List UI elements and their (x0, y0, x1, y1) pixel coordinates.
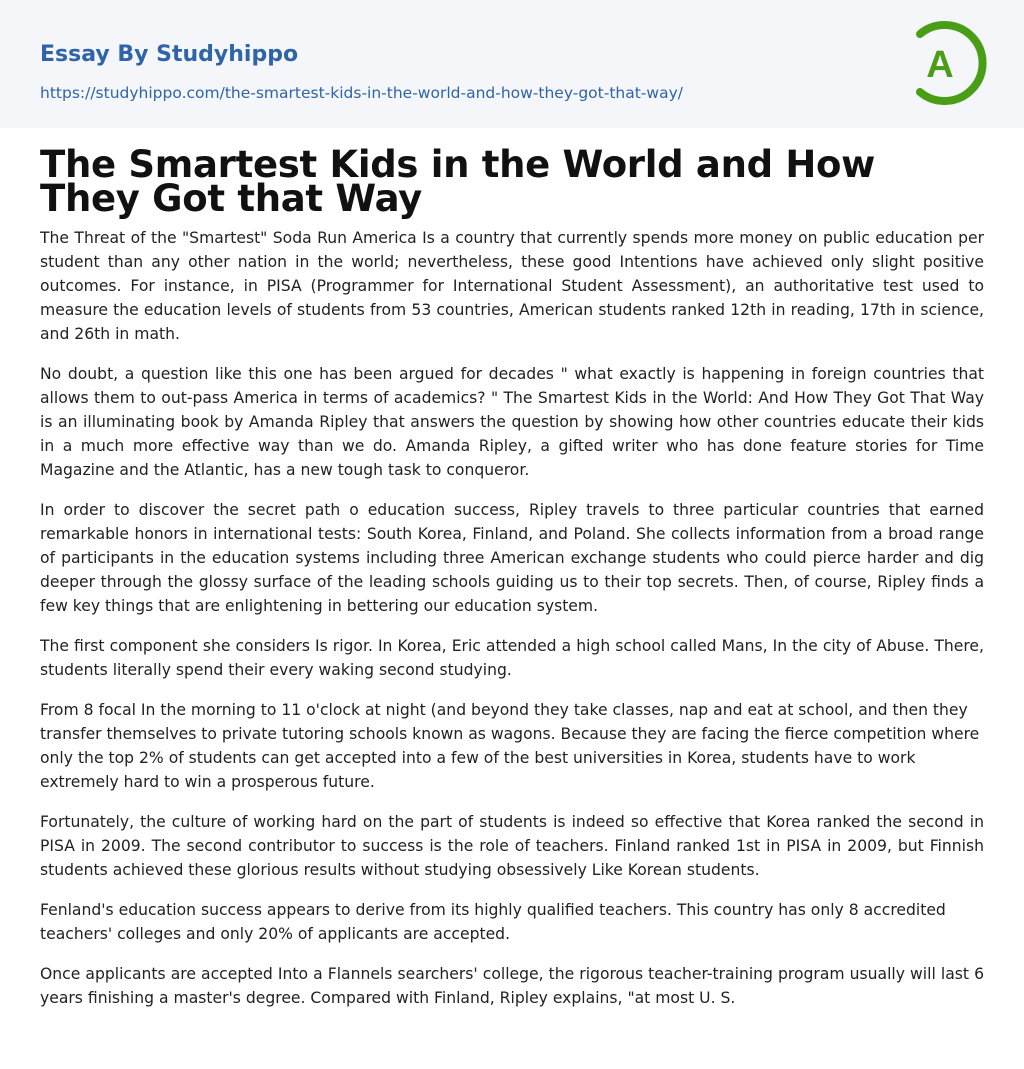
article-paragraph: Fortunately, the culture of working hard on the part of students is indeed so effective that Korea ranked the second in PISA in 2009. The second contributor to success is the role of teachers. Finland ranked 1st in PISA in 2009, but Finnish students achieved these glorious results without studying obsessively Like Korean students. (40, 813, 984, 879)
article-paragraph: In order to discover the secret path o education success, Ripley travels to three particular countries that earned remarkable honors in international tests: South Korea, Finland, and Poland. She collects information from a broad range of participants in the education systems including three American exchange students who could pierce harder and dig deeper through the glossy surface of the leading schools guiding us to their top secrets. Then, of course, Ripley finds a few key things that are enlightening in bettering our education system. (40, 501, 984, 615)
article-paragraph: The Threat of the "Smartest" Soda Run America Is a country that currently spends more money on public education per student than any other nation in the world; nevertheless, these good Intentions have achieved only slight positive outcomes. For instance, in PISA (Programmer for International Student Assessment), an authoritative test used to measure the education levels of students from 53 countries, American students ranked 12th in reading, 17th in science, and 26th in math. (40, 229, 984, 343)
site-header (0, 0, 1024, 128)
article-title: The Smartest Kids in the World and How They Got that Way (40, 143, 876, 220)
article-paragraph: No doubt, a question like this one has been argued for decades " what exactly is happening in foreign countries that allows them to out-pass America in terms of academics? " The Smartest Kids in the World: And How They Got That Way is an illuminating book by Amanda Ripley that answers the question by showing how other countries educate their kids in a much more effective way than we do. Amanda Ripley, a gifted writer who has done feature stories for Time Magazine and the Atlantic, has a new tough task to conqueror. (40, 365, 984, 479)
essay-url-link[interactable]: https://studyhippo.com/the-smartest-kids-in-the-world-and-how-they-got-that-way/ (40, 84, 683, 102)
studyhippo-logo-icon[interactable] (906, 18, 988, 108)
article-paragraph: The first component she considers Is rigor. In Korea, Eric attended a high school called Mans, In the city of Abuse. There, students literally spend their every waking second studying. (40, 637, 984, 679)
article (0, 128, 1024, 1010)
svg-text:A: A (926, 44, 954, 86)
article-paragraph: From 8 focal In the morning to 11 o'clock at night (and beyond they take classes, nap and eat at school, and then they transfer themselves to private tutoring schools known as wagons. Because they are facing the fierce competition where only the top 2% of students can get accepted into a few of the best universities in Korea, students have to work extremely hard to win a prosperous future. (40, 701, 980, 791)
brand-title: Essay By Studyhippo (40, 42, 299, 67)
article-paragraph: Fenland's education success appears to derive from its highly qualified teachers. This country has only 8 accredited teachers' colleges and only 20% of applicants are accepted. (40, 901, 946, 943)
article-paragraph: Once applicants are accepted Into a Flannels searchers' college, the rigorous teacher-training program usually will last 6 years finishing a master's degree. Compared with Finland, Ripley explains, "at most U. S. (40, 965, 984, 1007)
